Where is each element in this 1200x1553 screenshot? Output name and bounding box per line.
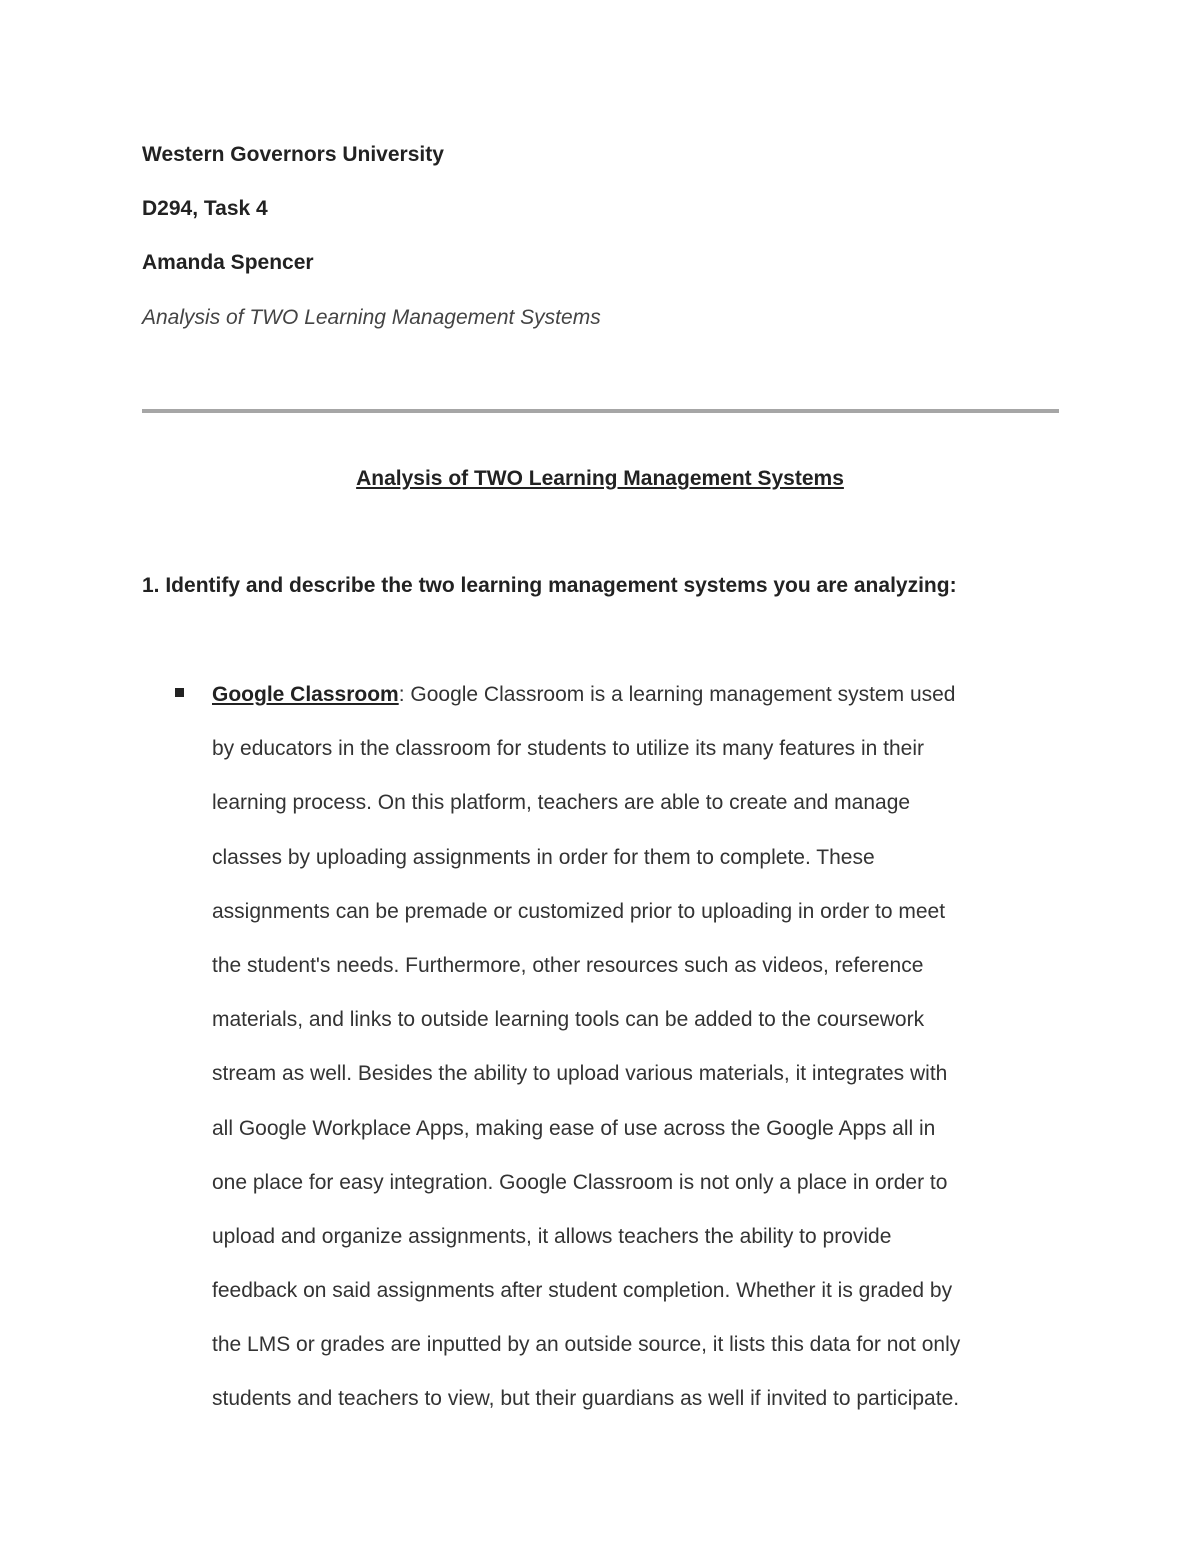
paragraph-line: assignments can be premade or customized prior to uploading in order to meet (212, 899, 946, 923)
document-subtitle: Analysis of TWO Learning Management Systems (142, 306, 601, 329)
document-title: Analysis of TWO Learning Management Systems (356, 467, 844, 490)
course-task: D294, Task 4 (142, 197, 268, 220)
paragraph-line: stream as well. Besides the ability to upload various materials, it integrates with (212, 1062, 948, 1086)
paragraph-line: feedback on said assignments after student completion. Whether it is graded by (212, 1279, 953, 1303)
paragraph-line: the student's needs. Furthermore, other resources such as videos, reference (212, 953, 924, 977)
university-name: Western Governors University (142, 143, 444, 166)
term-suffix: : (398, 683, 405, 706)
list-item-term: Google Classroom (212, 683, 399, 706)
paragraph-line (212, 673, 1062, 727)
horizontal-divider (142, 409, 1059, 413)
paragraph-line: learning process. On this platform, teachers are able to create and manage (212, 791, 911, 815)
paragraph-line: by educators in the classroom for students to utilize its many features in their (212, 737, 925, 761)
paragraph-line: all Google Workplace Apps, making ease of use across the Google Apps all in (212, 1116, 936, 1140)
square-bullet-icon (175, 688, 184, 697)
paragraph-line: classes by uploading assignments in order for them to complete. These (212, 845, 875, 869)
paragraph-line: materials, and links to outside learning tools can be added to the coursework (212, 1008, 925, 1032)
paragraph-line: the LMS or grades are inputted by an outside source, it lists this data for not only (212, 1333, 961, 1357)
paragraph-line: one place for easy integration. Google Classroom is not only a place in order to (212, 1170, 948, 1194)
list-item-paragraph (212, 673, 1062, 1432)
paragraph-line: students and teachers to view, but their guardians as well if invited to participate. (212, 1387, 960, 1411)
paragraph-line-text: Google Classroom is a learning management system used (404, 683, 956, 706)
author-name: Amanda Spencer (142, 251, 314, 274)
paragraph-line: upload and organize assignments, it allows teachers the ability to provide (212, 1224, 892, 1248)
question-heading: 1. Identify and describe the two learning management systems you are analyzing: (142, 574, 957, 597)
